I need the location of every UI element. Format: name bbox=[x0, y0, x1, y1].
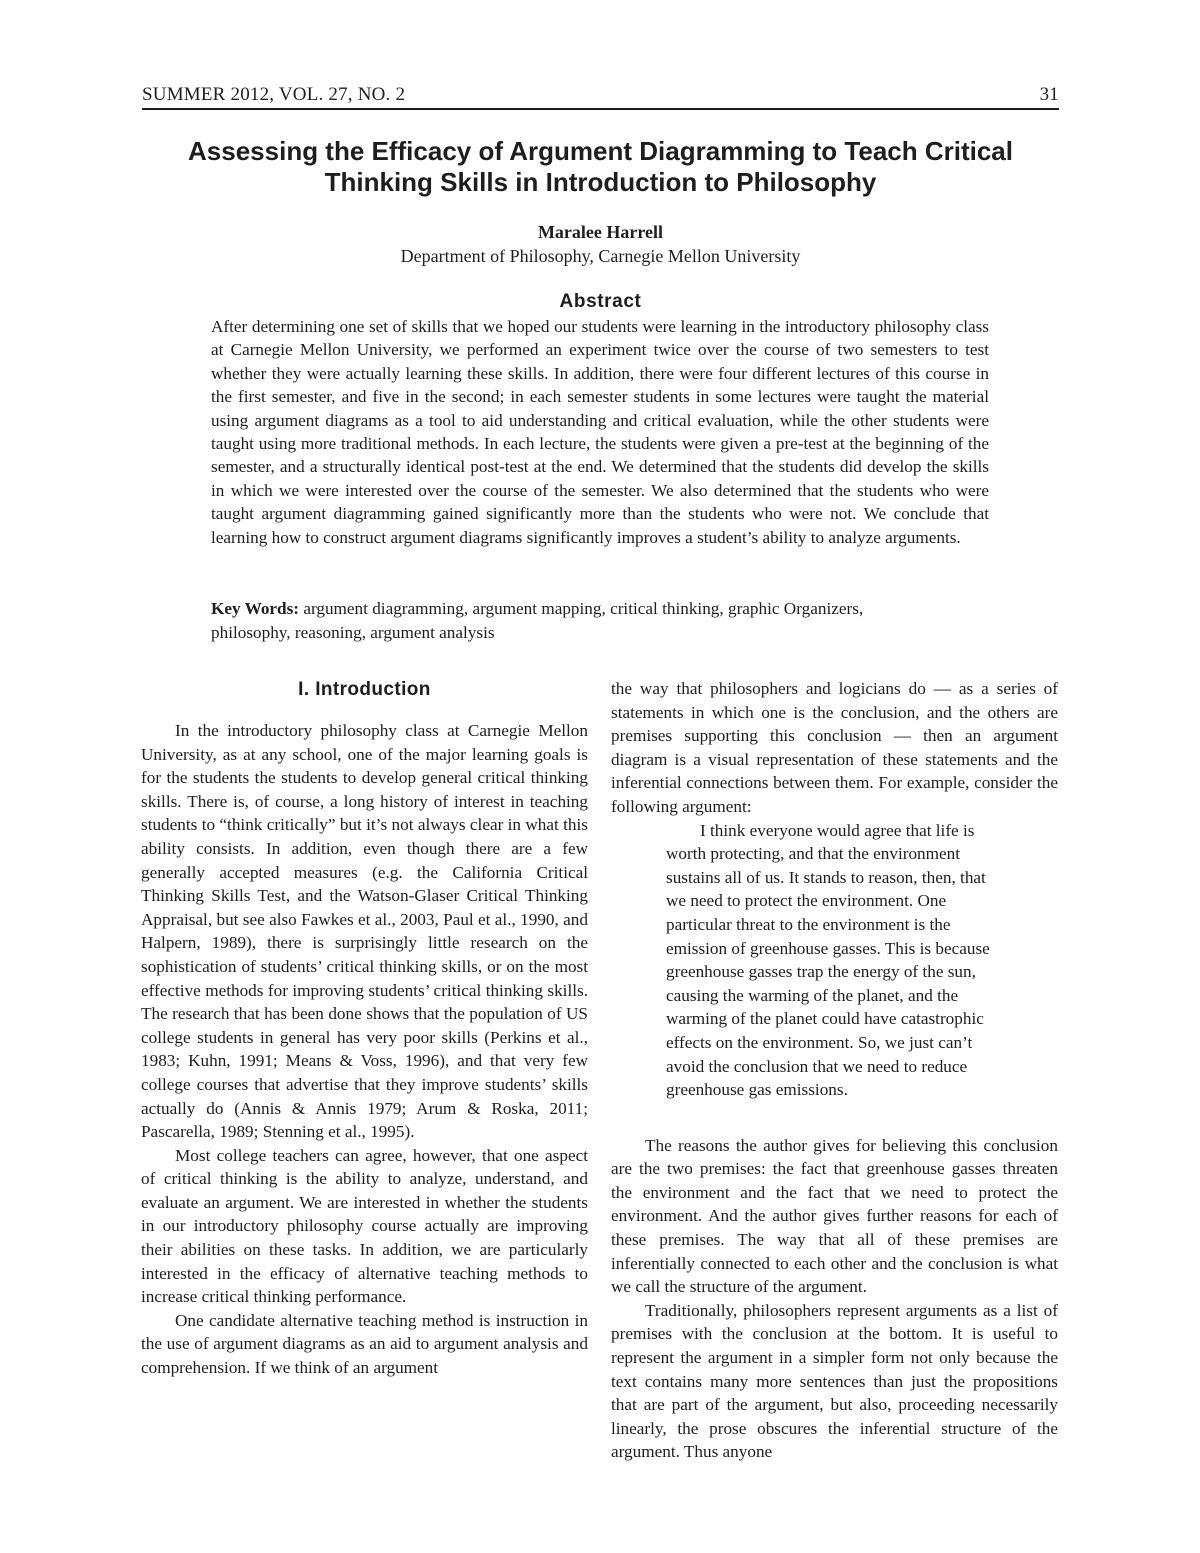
running-head bbox=[142, 84, 1059, 106]
section-heading-introduction: I. Introduction bbox=[298, 679, 431, 700]
keywords-list: argument diagramming, argument mapping, critical thinking, graphic Organizers, philosophy, reasoning, argument analysis bbox=[211, 599, 864, 642]
paragraph: One candidate alternative teaching method is instruction in the use of argument diagrams as an aid to argument analysis and comprehension. If we think of an argument bbox=[141, 1310, 588, 1378]
spacer bbox=[611, 1102, 1058, 1134]
keywords-label: Key Words: bbox=[211, 599, 300, 618]
page-number: 31 bbox=[1039, 84, 1059, 105]
abstract-text: After determining one set of skills that we hoped our students were learning in the introductory philosophy class at Carnegie Mellon University, we performed an experiment twice over the course of two semesters to test whether they were actually learning these skills. In addition, there were four different lectures of this course in the first semester, and five in the second; in each semester students in some lectures were taught the material using argument diagrams as a tool to aid understanding and critical evaluation, while the other students were taught using more traditional methods. In each lecture, the students were given a pre-test at the beginning of the semester, and a structurally identical post-test at the end. We determined that the students did develop the skills in which we were interested over the course of the semester. We also determined that the students who were taught argument diagramming gained significantly more than the students who were not. We conclude that learning how to construct argument diagrams significantly improves a student’s ability to analyze arguments. bbox=[211, 317, 989, 547]
header-rule bbox=[142, 108, 1059, 110]
keywords bbox=[211, 597, 891, 645]
left-column bbox=[141, 677, 588, 1380]
paragraph: Traditionally, philosophers represent arguments as a list of premises with the conclusion at the bottom. It is useful to represent the argument in a simpler form not only because the text contains many more sentences than just the propositions that are part of the argument, but also, proceeding necessarily linearly, the prose obscures the inferential structure of the argument. Thus anyone bbox=[611, 1300, 1058, 1462]
paragraph: In the introductory philosophy class at Carnegie Mellon University, as at any school, one of the major learning goals is for the students the students to develop general critical thinking skills. There is, of course, a long history of interest in teaching students to “think critically” but it’s not always clear in what this ability consists. In addition, even though there are a few generally accepted measures (e.g. the California Critical Thinking Skills Test, and the Watson-Glaser Critical Thinking Appraisal, but see also Fawkes et al., 2003, Paul et al., 1990, and Halpern, 1989), there is surprisingly little research on the sophistication of students’ critical thinking skills, or on the most effective methods for improving students’ critical thinking skills. The research that has been done shows that the population of US college students in general has very poor skills (Perkins et al., 1983; Kuhn, 1991; Means & Voss, 1996), and that very few college courses that advertise that they improve students’ skills actually do (Annis & Annis 1979; Arum & Roska, 2011; Pascarella, 1989; Stenning et al., 1995). bbox=[141, 721, 588, 1142]
author-name: Maralee Harrell bbox=[537, 222, 664, 242]
journal-issue: SUMMER 2012, VOL. 27, NO. 2 bbox=[142, 84, 406, 105]
paragraph: the way that philosophers and logicians do — as a series of statements in which one is the conclusion, and the others are premises supporting this conclusion — then an argument diagram is a visual representation of these statements and the inferential connections between them. For example, consider the following argument: bbox=[611, 679, 1058, 816]
paper-title: Assessing the Efficacy of Argument Diagramming to Teach Critical Thinking Skills in Introduction to Philosophy bbox=[188, 136, 1013, 197]
block-quote: I think everyone would agree that life is worth protecting, and that the environment sustains all of us. It stands to reason, then, that we need to protect the environment. One particular threat to the environment is the emission of greenhouse gasses. This is because greenhouse gasses trap the energy of the sun, causing the warming of the planet, and the warming of the planet could have catastrophic effects on the environment. So, we just can’t avoid the conclusion that we need to reduce greenhouse gas emissions. bbox=[666, 820, 990, 1100]
author-affiliation: Department of Philosophy, Carnegie Mellon University bbox=[400, 246, 801, 266]
paragraph: The reasons the author gives for believing this conclusion are the two premises: the fact that greenhouse gasses threaten the environment and the fact that we need to protect the environment. And the author gives further reasons for each of these premises. The way that all of these premises are inferentially connected to each other and the conclusion is what we call the structure of the argument. bbox=[611, 1135, 1058, 1297]
abstract-heading: Abstract bbox=[559, 291, 642, 312]
right-column bbox=[611, 677, 1058, 1464]
paragraph: Most college teachers can agree, however, that one aspect of critical thinking is the ability to analyze, understand, and evaluate an argument. We are interested in whether the students in our introductory philosophy course actually are improving their abilities on these tasks. In addition, we are particularly interested in the efficacy of alternative teaching methods to increase critical thinking performance. bbox=[141, 1145, 588, 1307]
